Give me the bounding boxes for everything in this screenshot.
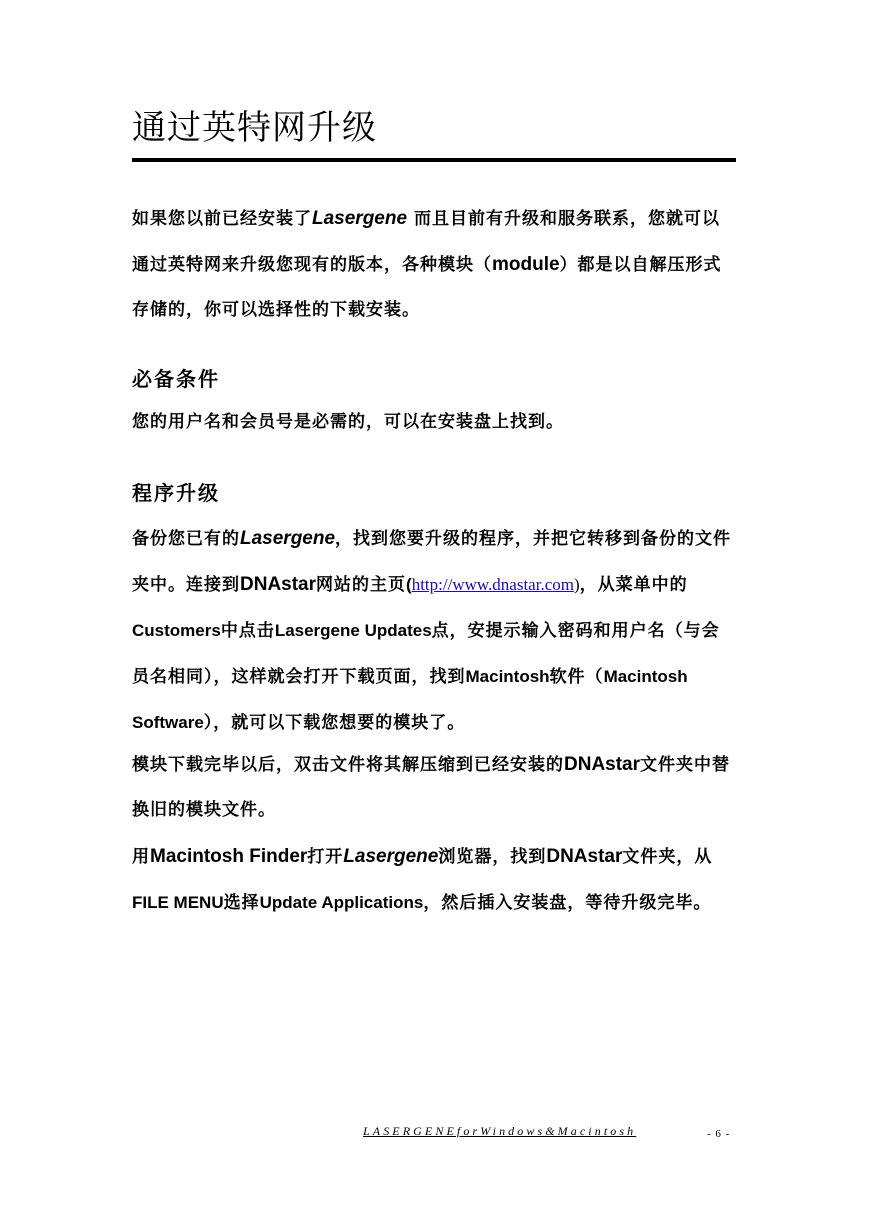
paren-close: )	[573, 575, 580, 594]
paren-open: (	[406, 575, 412, 594]
intro-text-3: ）都是以自解压形式存储的，你可以选择性的下载安装。	[132, 255, 722, 320]
p1-text-1: 备份您已有的	[132, 529, 240, 549]
intro-text-1: 如果您以前已经安装了	[132, 209, 312, 229]
file-menu-term: FILE MENU	[132, 893, 224, 912]
product-name: Lasergene	[343, 846, 439, 867]
page-number: - 6 -	[707, 1128, 731, 1140]
page-title: 通过英特网升级	[132, 108, 377, 148]
p3-text-3: 浏览器，找到	[438, 847, 547, 867]
p3-text-1: 用	[132, 847, 150, 867]
product-name: Lasergene	[312, 208, 408, 229]
p1-text-6: 点，安提示输入密码和用户名（与会员名相同），这样就会打开下载页面，找到	[132, 621, 720, 687]
title-underline-rule	[132, 158, 736, 162]
dnastar-website-link[interactable]: http://www.dnastar.com	[411, 575, 574, 594]
p1-text-8: ），就可以下载您想要的模块了。	[203, 713, 466, 733]
macintosh-term: Macintosh	[465, 667, 550, 686]
requirements-text: 您的用户名和会员号是必需的，可以在安装盘上找到。	[132, 412, 564, 432]
upgrade-paragraph-3	[132, 834, 736, 926]
p2-text-1: 模块下载完毕以后，双击文件将其解压缩到已经安装的	[132, 755, 564, 775]
dnastar-name: DNAstar	[240, 574, 317, 595]
p3-text-6: ，然后插入安装盘，等待升级完毕。	[423, 893, 712, 913]
customers-menu-term: Customers	[132, 621, 221, 640]
upgrade-paragraph-1	[132, 516, 736, 746]
finder-term: Macintosh Finder	[150, 846, 308, 867]
dnastar-name: DNAstar	[564, 754, 641, 775]
module-term: module	[492, 254, 560, 275]
p1-text-5: 中点击	[220, 621, 275, 641]
p1-text-3: 网站的主页	[316, 575, 407, 595]
updates-term: Lasergene Updates	[274, 621, 432, 640]
macintosh-software-term: Macintosh Software	[132, 667, 688, 732]
update-applications-term: Update Applications	[259, 893, 424, 912]
dnastar-name: DNAstar	[546, 846, 623, 867]
product-name: Lasergene	[240, 528, 336, 549]
p1-text-2: ，找到您要升级的程序，并把它转移到备份的文件夹中。连接到	[132, 529, 732, 595]
upgrade-heading: 程序升级	[132, 481, 220, 505]
p3-text-2: 打开	[307, 847, 344, 867]
footer-title: LASERGENEforWindows&Macintosh	[363, 1124, 637, 1138]
p3-text-4: 文件夹，从	[622, 847, 713, 867]
p1-text-4: ，从菜单中的	[579, 575, 688, 595]
intro-paragraph	[132, 196, 736, 333]
p2-text-2: 文件夹中替换旧的模块文件。	[132, 755, 731, 820]
upgrade-paragraph-2	[132, 742, 736, 833]
intro-text-2: 而且目前有升级和服务联系，您就可以通过英特网来升级您现有的版本，各种模块（	[132, 209, 720, 275]
p1-text-7: 软件（	[549, 667, 604, 687]
p3-text-5: 选择	[223, 893, 260, 913]
requirements-heading: 必备条件	[132, 367, 220, 391]
